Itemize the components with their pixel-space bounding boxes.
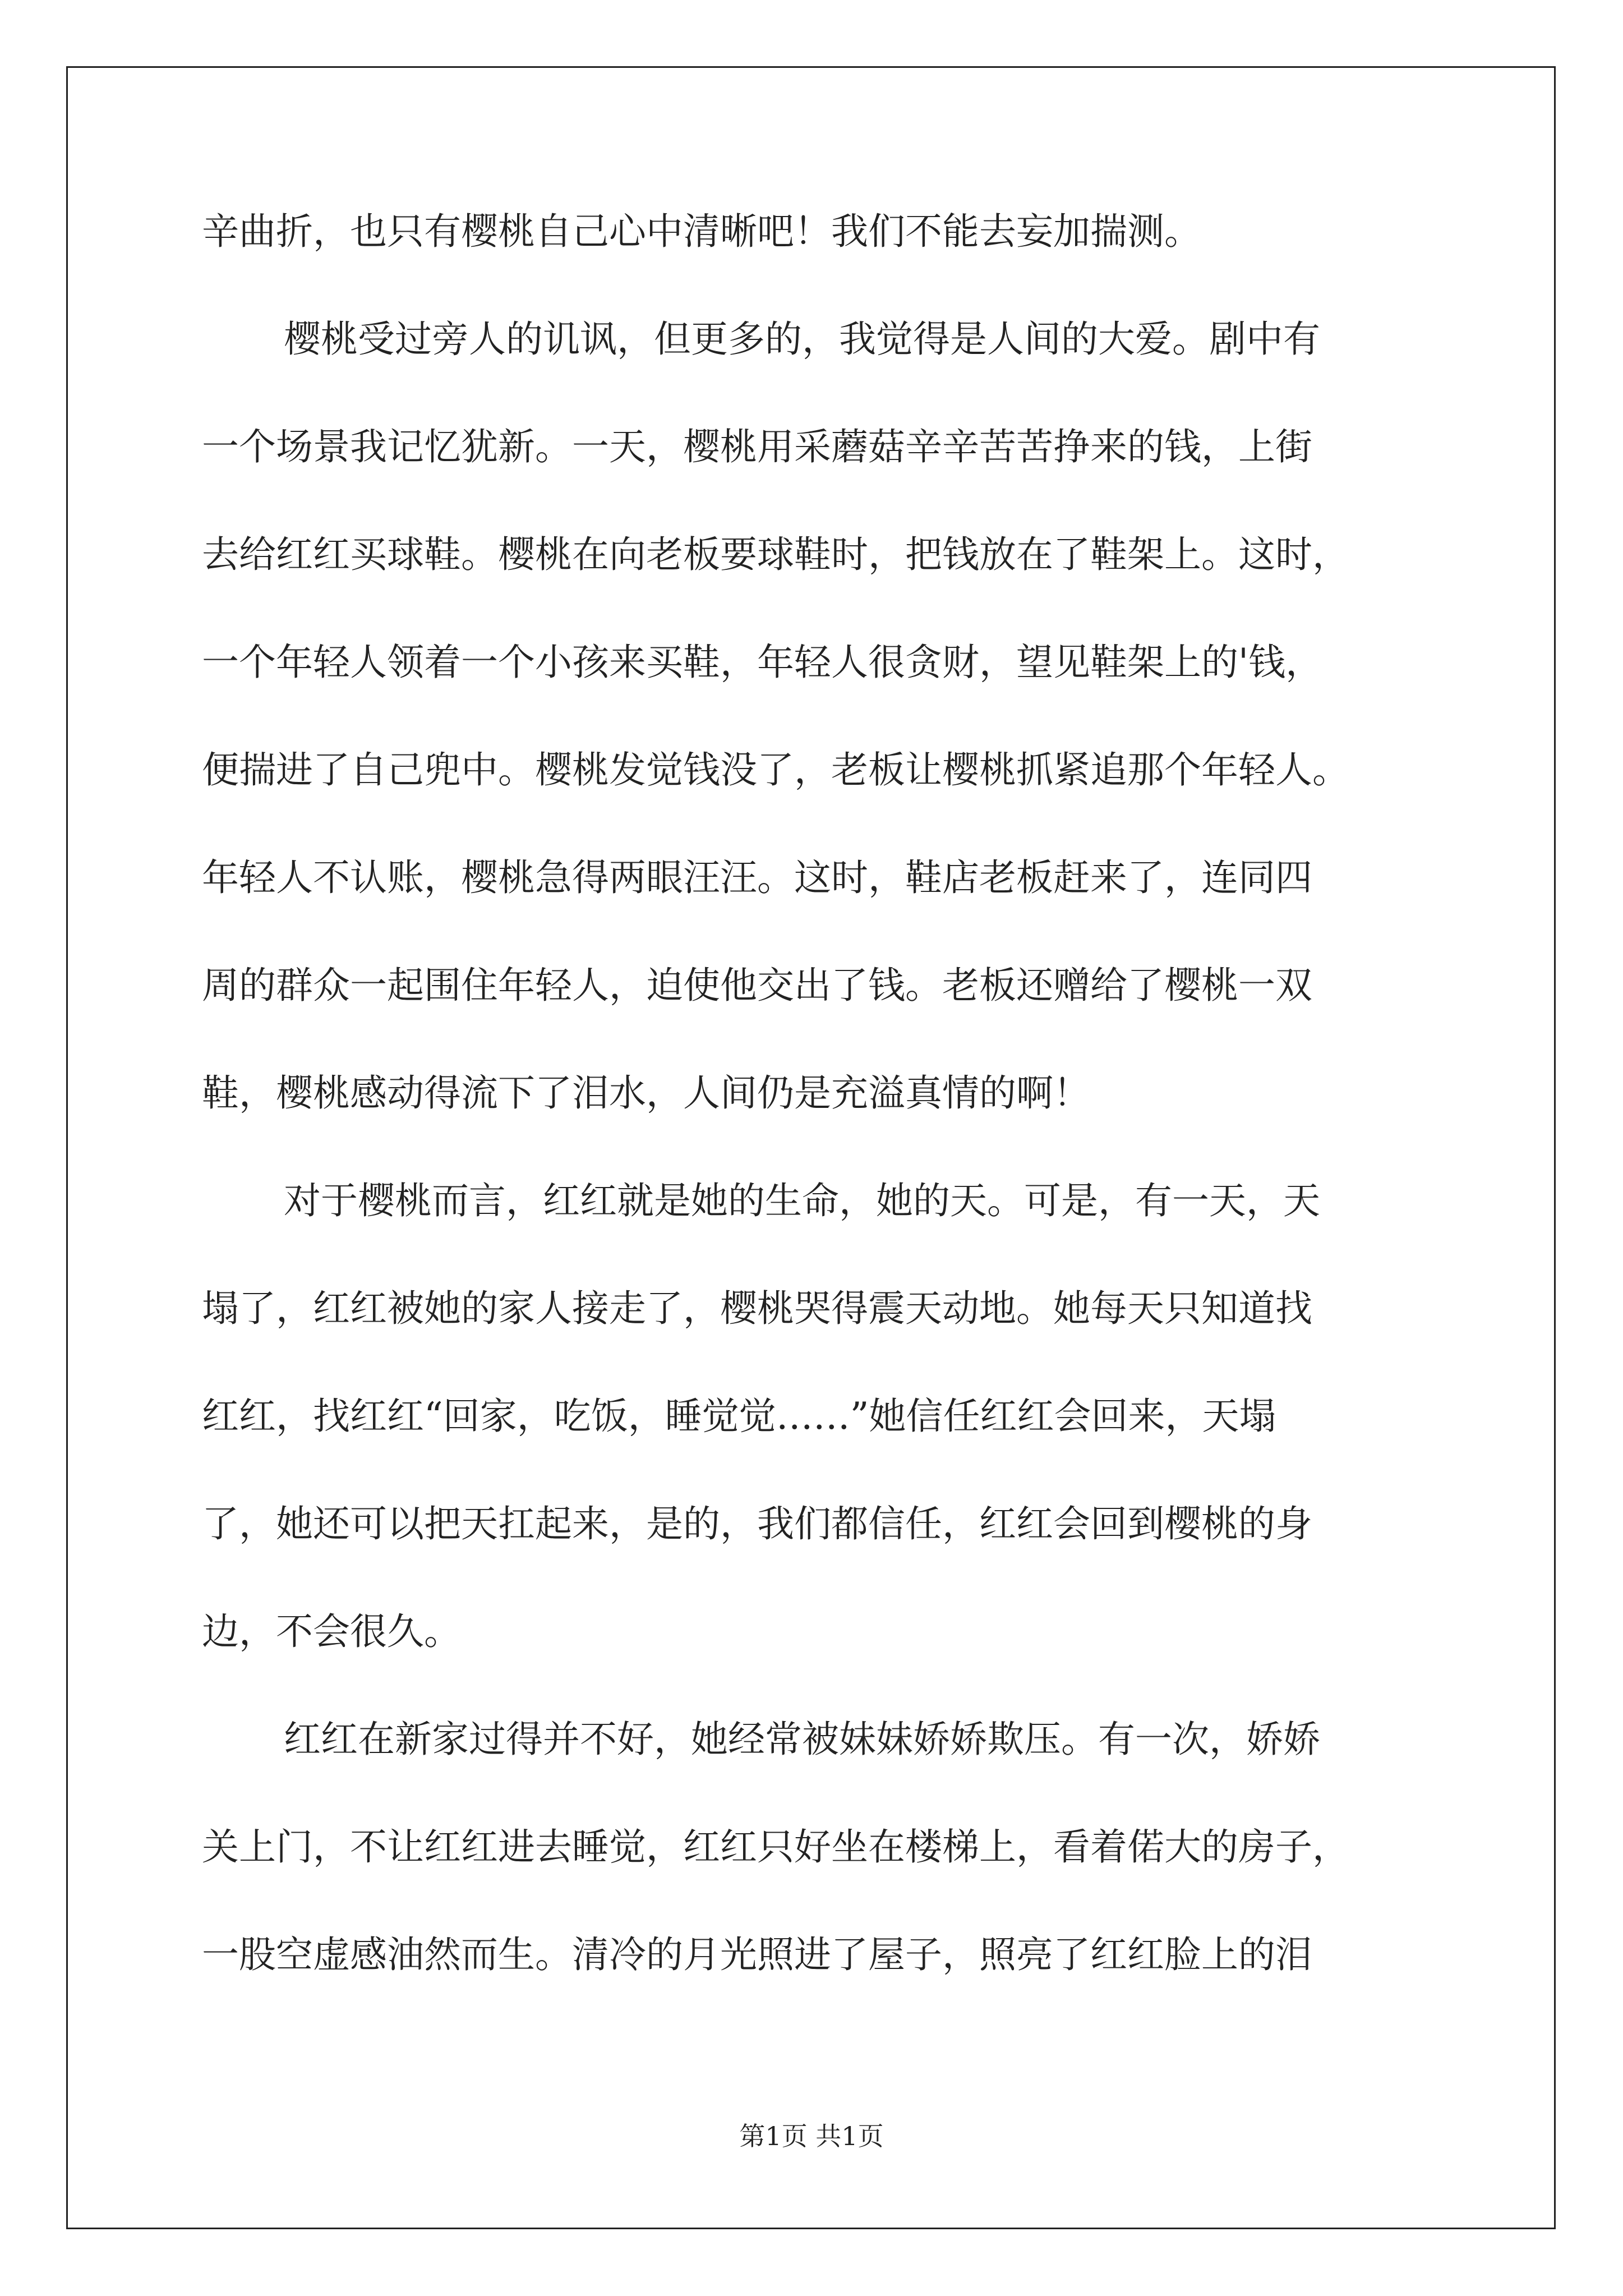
text-line: 一个年轻人领着一个小孩来买鞋，年轻人很贪财，望见鞋架上的'钱， (202, 641, 1323, 684)
text-line: 红红，找红红“回家，吃饭，睡觉觉……”她信任红红会回来，天塌 (202, 1395, 1276, 1438)
page-number-footer: 第1页 共1页 (739, 2121, 884, 2151)
text-line: 红红在新家过得并不好，她经常被妹妹娇娇欺压。有一次，娇娇 (284, 1718, 1320, 1761)
text-line: 对于樱桃而言，红红就是她的生命，她的天。可是，有一天，天 (284, 1179, 1320, 1222)
text-line: 樱桃受过旁人的讥讽，但更多的，我觉得是人间的大爱。剧中有 (284, 318, 1320, 361)
text-line: 年轻人不认账，樱桃急得两眼汪汪。这时，鞋店老板赶来了，连同四 (202, 856, 1312, 899)
text-line: 一个场景我记忆犹新。一天，樱桃用采蘑菇辛辛苦苦挣来的钱，上街 (202, 425, 1312, 468)
text-line: 便揣进了自己兜中。樱桃发觉钱没了，老板让樱桃抓紧追那个年轻人。 (202, 748, 1349, 792)
text-line: 关上门，不让红红进去睡觉，红红只好坐在楼梯上，看着偌大的房子， (202, 1825, 1349, 1869)
text-line: 辛曲折，也只有樱桃自己心中清晰吧！我们不能去妄加揣测。 (202, 210, 1201, 253)
text-line: 鞋，樱桃感动得流下了泪水，人间仍是充溢真情的啊！ (202, 1071, 1090, 1115)
text-line: 周的群众一起围住年轻人，迫使他交出了钱。老板还赠给了樱桃一双 (202, 964, 1312, 1007)
text-line: 塌了，红红被她的家人接走了，樱桃哭得震天动地。她每天只知道找 (202, 1287, 1312, 1330)
text-line: 去给红红买球鞋。樱桃在向老板要球鞋时，把钱放在了鞋架上。这时， (202, 533, 1349, 576)
text-line: 一股空虚感油然而生。清冷的月光照进了屋子，照亮了红红脸上的泪 (202, 1933, 1312, 1976)
text-line: 边，不会很久。 (202, 1610, 461, 1653)
text-line: 了，她还可以把天扛起来，是的，我们都信任，红红会回到樱桃的身 (202, 1502, 1312, 1545)
page-border (66, 66, 1556, 2229)
